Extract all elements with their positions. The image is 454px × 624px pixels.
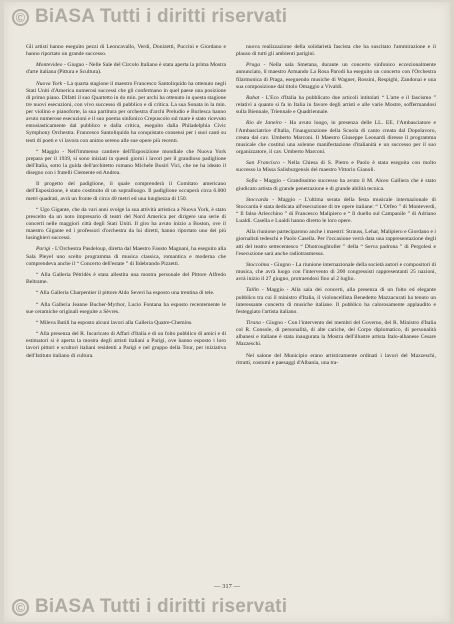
watermark-top bbox=[12, 6, 287, 28]
paragraph bbox=[26, 331, 226, 359]
paragraph-text: Gli artisti hanno eseguito pezzi di Leoncavallo, Verdi, Donizetti, Puccini e Giordano e hanno riportato un grande successo. bbox=[26, 44, 226, 58]
paragraph-text: “ Alla Galleria Jeanne Bucher-Myrbor, Lucio Fontana ha esposto recentemente le sue ceramiche originali eseguite a Sèvres. bbox=[26, 301, 226, 315]
paragraph bbox=[236, 120, 436, 155]
paragraph-text: Alla riunione parteciparono anche i maestri: Strauss, Lehar, Malipiero e Giordano e i giornalisti tedeschi e Paolo Casella. Per l'occasione verrà data una rappresentazione degli atti del teatro settecentesco “ Dhotroughtoller ” della “ Serva padrona ” di Pergolesi e l'esecuzione sarà anche radiotrasmessa. bbox=[236, 229, 436, 257]
paragraph-lead: Montevideo bbox=[36, 62, 63, 69]
paragraph bbox=[26, 149, 226, 177]
paragraph bbox=[26, 44, 226, 58]
paragraph bbox=[26, 320, 226, 327]
paragraph bbox=[236, 320, 436, 348]
paragraph bbox=[26, 302, 226, 316]
paragraph bbox=[26, 181, 226, 202]
paragraph-text: - Nella sala Smetana, durante un concerto sinfonico eccezionalmente annunciato, il maestro Armando La Rosa Parodi ha eseguito un concerto con l'Orchestra filarmonica di Praga, eseguendo musiche di Wagner, Rossini, Respighi, Zandonai e una sua composizione dal titolo Omaggio a Vivaldi. bbox=[236, 62, 436, 90]
right-column bbox=[236, 44, 436, 371]
paragraph bbox=[26, 290, 226, 297]
paragraph-text: “ Alla Galleria Charpentier il pittore Aldo Severi ha esposto una trentina di tele. bbox=[36, 290, 215, 297]
paragraph-text: - Giugno - Nelle Sale del Circolo Italiano è stata aperta la prima Mostra d'arte italiana (Pittura e Scultura). bbox=[26, 62, 226, 76]
paragraph-text: - L'Orchestra Pasdeloup, diretta dal Maestro Fausto Magnani, ha eseguito alla Sala Pleyel uno scelto programma di musica classica, romantica e moderna che comprendeva anche il “ Concerto dell'estate ” di Ildebrando Pizzetti. bbox=[26, 246, 226, 267]
paragraph bbox=[236, 229, 436, 257]
paragraph bbox=[26, 62, 226, 76]
paragraph-text: - Maggio - L'ultima serata della festa musicale internazionale di Stoccarda è stata dedicata all'esecuzione di tre opere italiane: “ L'Orfeo ” di Monteverdi, “ Il falso Arlecchino ” di Francesco Malipiero e “ Il duello sul Campanile ” di Adriano Lualdi. Casella e Lualdi hanno diretto le loro opere. bbox=[236, 196, 436, 225]
paragraph-text: “ Mileva Batili ha esposto alcuni lavori alla Galleria Quatre-Chemins. bbox=[36, 319, 193, 326]
paragraph bbox=[26, 246, 226, 267]
paragraph bbox=[236, 44, 436, 58]
paragraph-text: “ Ugo Gigante, che da vari anni svolge la sua attività artistica a Nuova York, è stato prescelto da un noto impresario di teatri del Nord America per dirigere una serie di concerti nelle maggiori città degli Stati Uniti. Il giro ha avuto inizio a Boston, ove il maestro Gigante ed i professori d'orchestra da lui diretti, hanno riportato uno dei più lusinghieri successi. bbox=[26, 206, 226, 242]
paragraph-text: - Giugno - La riunione internazionale della società autori e compositori di musica, che avrà luogo con l'intervento di 200 congressisti rappresentanti 25 nazioni, avrà inizio il 27 giugno, protraendosi fino al 2 luglio. bbox=[236, 261, 436, 283]
paragraph bbox=[236, 353, 436, 367]
paragraph-text: - Giugno - Con l'intervento dei membri del Governo, del R. Ministro d'Italia col R. Console, di personalità, di alte cariche, del Corpo diplomatico, di personalità albanesi e italiane è stata inaugurata la Mostra dell'illustre artista Italo-albanese Cesare Mazzeschi. bbox=[236, 319, 436, 348]
watermark-text: BiASA Tutti i diritti riservati bbox=[35, 596, 288, 617]
paragraph-text: - Ha avuto luogo, in presenza delle LL. EE. l'Ambasciatore e l'Ambasciatrice d'Italia, l'inaugurazione della Scuola di canto creata dal Dopolavoro, creata dal cav. Umberto Marconi. Il Maestro Giuseppe Leonardi diresse il programma musicale che costituì una solenne manifestazione d'italianità e un successo per il suo organizzatore, il cav. Umberto Marconi. bbox=[236, 120, 436, 155]
paragraph-text: Nel salone del Municipio erano artisticamente ordinati i lavori del Mazzeschi, ritratti, costumi e paesaggi d'Albania, una tra- bbox=[236, 352, 436, 366]
paragraph bbox=[236, 262, 436, 283]
paragraph-lead: Nuova York bbox=[36, 80, 63, 87]
paragraph bbox=[236, 287, 436, 315]
paragraph-lead: Stoccarda bbox=[246, 196, 269, 203]
paragraph-text: nuova realizzazione della solidarietà fascista che ha suscitato l'ammirazione e il plauso di tutti gli ambienti parigini. bbox=[236, 44, 436, 58]
paragraph-text: Il progetto del padiglione, il quale comprenderà il Comitato americano dell'Esposizione, è stato costituito di un sopralluogo. Il padiglione occuperà circa 6.000 metri quadrati, avrà un fronte di circa 40 metri ed una lunghezza di 150. bbox=[26, 181, 226, 202]
paragraph-text: - Maggio - Alla sala dei concerti, alla presenza di un folto ed elegante pubblico tra cui il ministro d'Italia, il violoncellista Benedetto Mazzacurati ha tenuto un interessante concerto di musiche italiane. Il pubblico ha calorosamente applaudito e festeggiato l'artista italiano. bbox=[236, 287, 436, 315]
paragraph-text: - La quarta stagione il maestro Francesco Santoliquido ha ottenuto negli Stati Uniti d'America numerosi successi che gli confermano in quel paese una posizione di primo piano. Difatti il suo Quartetto in do min. per archi ha ottenuto in questa stagione tre nuovi esecuzioni, con vivo successo di pubblico e di critica. La sua Sonata in la min. per violino e pianoforte, la sua partitura per orchestra d'archi Preludio e Burlesca hanno avuto numerose esecuzioni e il suo poema sinfonico Crepuscolo sul mare è stato ricevuto entusiasticamente dal pubblico e dalla critica, eseguito dalla Philadelphia Civic Symphony Orchestra. Francesco Santoliquido ha conquistato consensi per i suoi canti su testi di poeti e vi lavora con animo sereno alle sue opere più recenti. bbox=[26, 80, 226, 144]
paragraph-lead: Tirana bbox=[246, 319, 261, 326]
paragraph-lead: Praga bbox=[246, 62, 260, 69]
paragraph-text: - L'Eco d'Italia ha pubblicato due articoli intitolati “ L'arte e il fascismo ” relativi a quanto si fa in Italia in favore degli artisti e alle varie Mostre, soffermandosi sulla Biennale, Triennale e Quadriennale. bbox=[236, 94, 436, 116]
paragraph-text: “ Maggio - Nell'immenso cantiere dell'Esposizione mondiale che Nuova York prepara per il 1939, si sono iniziati in questi giorni i lavori per il grandioso padiglione dell'Italia, sotto la guida dell'architetto romano Michele Busiri Vici, che ne ha ideato il disegno con i fratelli Clemente ed Andrea. bbox=[26, 148, 226, 177]
paragraph bbox=[26, 272, 226, 286]
page-number: — 317 — bbox=[214, 583, 240, 590]
paragraph-lead: Rio de Janeiro bbox=[246, 120, 282, 127]
paragraph bbox=[236, 95, 436, 116]
paragraph-text: - Maggio - Grandissimo successo ha avuto il M. Alceo Galliera che è stato giudicato artista di grande penetrazione e di grande abilità tecnica. bbox=[236, 178, 436, 192]
document-page bbox=[4, 2, 450, 622]
watermark-text: BiASA Tutti i diritti riservati bbox=[35, 6, 288, 27]
paragraph-text: “ Alla Galleria Pétridès è stata allestita una mostra personale del Pittore Alfredo Beltrame. bbox=[26, 271, 226, 286]
paragraph-lead: San Francisco bbox=[246, 160, 280, 167]
paragraph-lead: Sofia bbox=[246, 178, 258, 185]
paragraph bbox=[236, 178, 436, 192]
paragraph-lead: Rabat bbox=[246, 94, 260, 101]
paragraph-lead: Tallin bbox=[246, 287, 259, 294]
watermark-bottom bbox=[12, 596, 287, 618]
paragraph bbox=[236, 160, 436, 174]
paragraph bbox=[236, 62, 436, 90]
copyright-icon: © bbox=[12, 599, 29, 616]
paragraph-text: - Nella Chiesa di S. Pietro e Paolo è stata eseguita con molto successo la Missa Salisburgensis del maestro Vittorio Gianoli. bbox=[236, 160, 436, 174]
paragraph-lead: Stoccolma bbox=[246, 261, 270, 268]
paragraph bbox=[26, 81, 226, 145]
left-column bbox=[26, 44, 226, 364]
paragraph bbox=[26, 207, 226, 242]
paragraph-lead: Parigi bbox=[36, 246, 51, 253]
copyright-icon: © bbox=[12, 9, 29, 26]
paragraph bbox=[236, 197, 436, 225]
paragraph-text: “ Alla presenza del R. Incaricato di Affari d'Italia e di un folto pubblico di amici e di estimatori si è aperta la mostra degli artisti italiani a Parigi, ove hanno esposto i loro lavori pittori e scultori italiani residenti a Parigi e nel gruppo della Tour, per iniziativa dell'Istituto italiano di cultura. bbox=[26, 331, 226, 359]
